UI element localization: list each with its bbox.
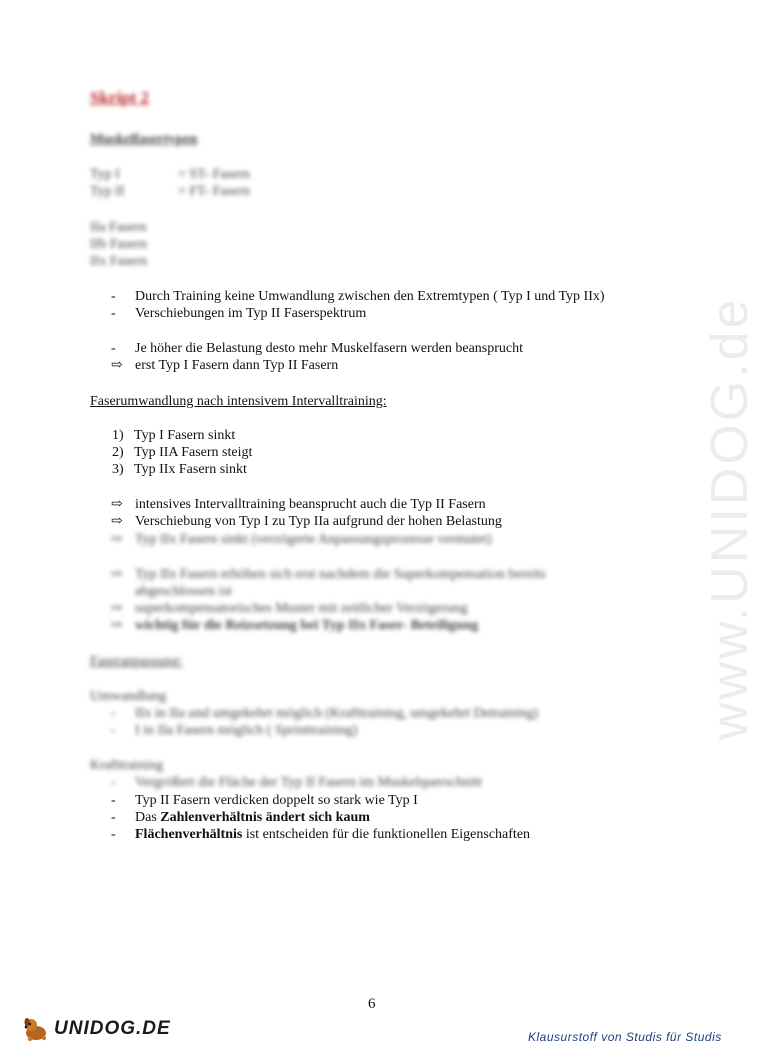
arrow-icon: ⇨ bbox=[111, 514, 123, 529]
subtype-item: IIa Fasern bbox=[90, 220, 147, 235]
numbered-item: 3) Typ IIx Fasern sinkt bbox=[112, 462, 247, 477]
section-heading-adaptation: Faseranpassung: bbox=[90, 654, 183, 669]
arrow-icon: ⇨ bbox=[111, 358, 123, 373]
dash-marker: - bbox=[111, 810, 116, 825]
footer-logo bbox=[22, 1016, 171, 1042]
list-item: - Verschiebungen im Typ II Faserspektrum bbox=[111, 306, 367, 321]
numbered-item: 2) Typ IIA Fasern steigt bbox=[112, 445, 253, 460]
type-name: Typ II bbox=[90, 184, 125, 199]
watermark: www.UNIDOG.de bbox=[701, 296, 759, 740]
subtype-item: IIx Fasern bbox=[90, 254, 148, 269]
numbered-item: 1) Typ I Fasern sinkt bbox=[112, 428, 236, 443]
section-heading-fiber-types: Muskelfasertypen bbox=[90, 132, 198, 147]
dash-marker: - bbox=[111, 827, 116, 842]
footer-tagline: Klausurstoff von Studis für Studis bbox=[528, 1030, 722, 1044]
arrow-icon: ⇨ bbox=[111, 567, 123, 582]
list-item: - Durch Training keine Umwandlung zwischen den Extremtypen ( Typ I und Typ IIx) bbox=[111, 289, 605, 304]
page-title: Skript 2 bbox=[90, 88, 150, 107]
list-item: - Typ II Fasern verdicken doppelt so stark wie Typ I bbox=[111, 793, 418, 808]
type-eq: = FT- Fasern bbox=[178, 184, 250, 199]
arrow-icon: ⇨ bbox=[111, 601, 123, 616]
dog-icon bbox=[22, 1016, 50, 1042]
type-row bbox=[90, 183, 250, 200]
dash-marker: - bbox=[111, 341, 116, 356]
list-item: - IIx in IIa und umgekehrt möglich (Krafttraining, umgekehrt Detraining) bbox=[111, 706, 539, 721]
arrow-icon: ⇨ bbox=[111, 618, 123, 633]
list-item: ⇨ wichtig für die Reizsetzung bei Typ IIx Faser- Beteiligung bbox=[111, 618, 479, 633]
dash-marker: - bbox=[111, 306, 116, 321]
list-item: ⇨ erst Typ I Fasern dann Typ II Fasern bbox=[111, 358, 339, 373]
list-item: abgeschlossen ist bbox=[135, 584, 232, 599]
arrow-icon: ⇨ bbox=[111, 532, 123, 547]
section-heading-interval: Faserumwandlung nach intensivem Intervalltraining: bbox=[90, 394, 387, 409]
dash-marker: - bbox=[111, 289, 116, 304]
dash-marker: - bbox=[111, 793, 116, 808]
dash-marker: - bbox=[111, 775, 116, 790]
list-item: - Das Zahlenverhältnis ändert sich kaum bbox=[111, 810, 370, 825]
type-row bbox=[90, 166, 250, 183]
list-item: ⇨ Verschiebung von Typ I zu Typ IIa aufgrund der hohen Belastung bbox=[111, 514, 502, 529]
type-eq: = ST- Fasern bbox=[178, 167, 250, 182]
dash-marker: - bbox=[111, 706, 116, 721]
subheading-conversion: Umwandlung bbox=[90, 689, 167, 704]
list-item: - I in IIa Fasern möglich ( Sprinttraining) bbox=[111, 723, 358, 738]
arrow-icon: ⇨ bbox=[111, 497, 123, 512]
list-item: - Flächenverhältnis ist entscheiden für die funktionellen Eigenschaften bbox=[111, 827, 531, 842]
type-name: Typ I bbox=[90, 167, 120, 182]
subtype-item: IIb Fasern bbox=[90, 237, 148, 252]
list-item: ⇨ superkompensatorisches Muster mit zeitlicher Verzögerung bbox=[111, 601, 468, 616]
subheading-strength: Krafttraining bbox=[90, 758, 164, 773]
list-item: ⇨ intensives Intervalltraining beansprucht auch die Typ II Fasern bbox=[111, 497, 486, 512]
list-item: - Vergrößert die Fläche der Typ II Fasern im Muskelquerschnitt bbox=[111, 775, 482, 790]
logo-text: UNIDOG.DE bbox=[54, 1018, 171, 1039]
list-item: ⇨ Typ IIx Fasern sinkt (verzögerte Anpassungsprozesse vermutet) bbox=[111, 532, 492, 547]
page-number: 6 bbox=[368, 996, 376, 1012]
list-item: - Je höher die Belastung desto mehr Muskelfasern werden beansprucht bbox=[111, 341, 523, 356]
list-item: ⇨ Typ IIx Fasern erhöhen sich erst nachdem die Superkompensation bereits bbox=[111, 567, 546, 582]
dash-marker: - bbox=[111, 723, 116, 738]
